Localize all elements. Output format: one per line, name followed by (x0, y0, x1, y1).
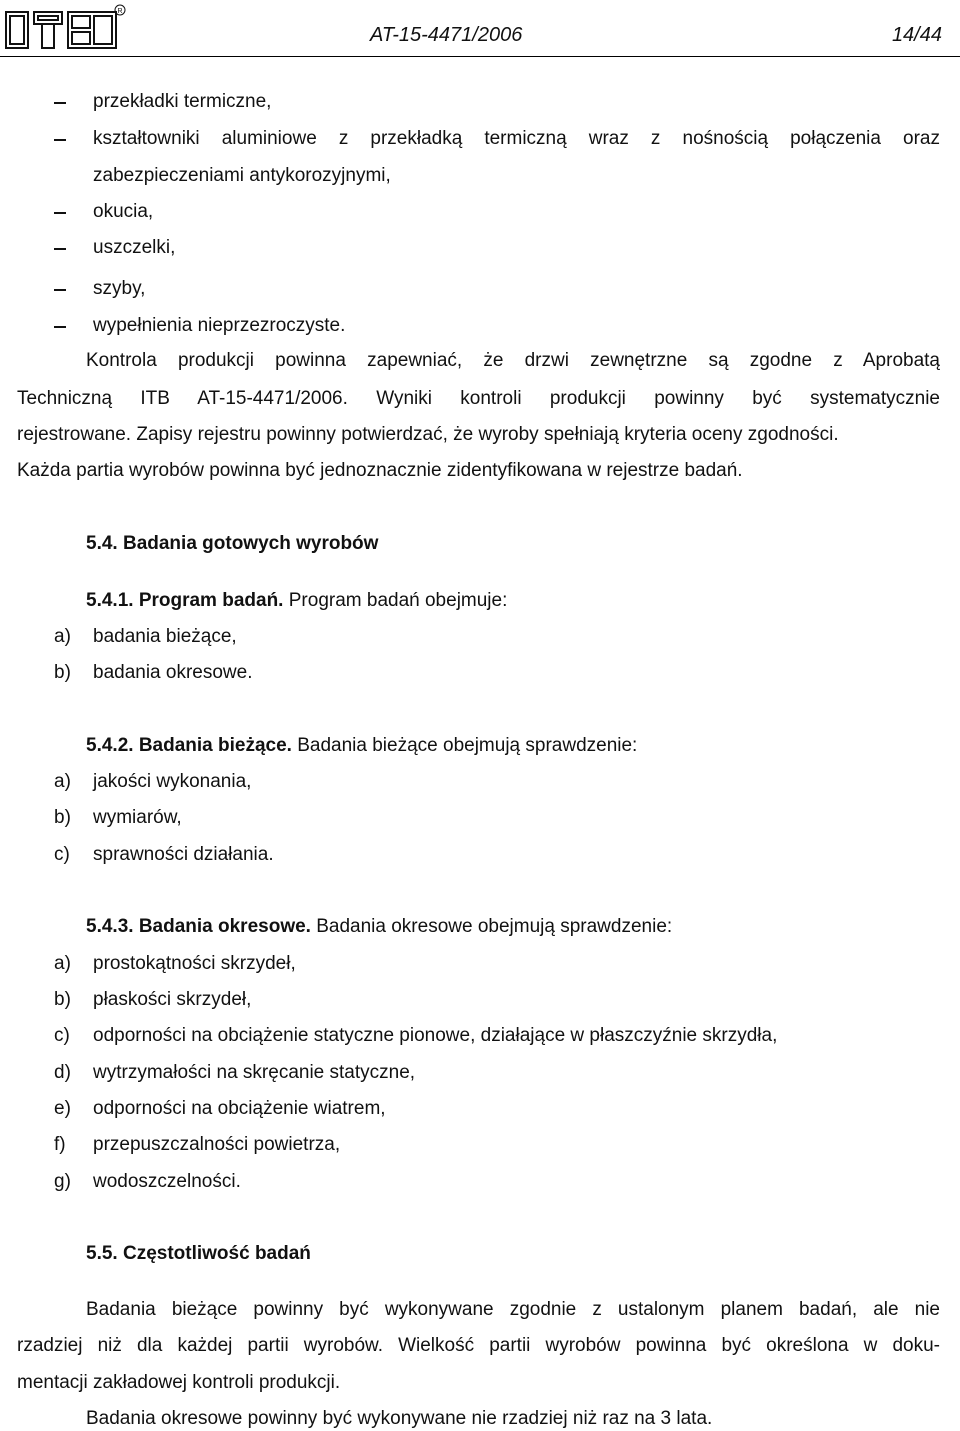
list-item: wodoszczelności. (93, 1171, 241, 1192)
list-marker: a) (54, 626, 71, 647)
subsection-text: Badania bieżące obejmują sprawdzenie: (291, 735, 638, 756)
list-item: jakości wykonania, (93, 771, 252, 792)
list-item: wypełnienia nieprzezroczyste. (93, 315, 346, 336)
dash-bullet (54, 248, 66, 250)
section-heading: 5.4. Badania gotowych wyrobów (86, 533, 379, 554)
list-item: odporności na obciążenie wiatrem, (93, 1098, 386, 1119)
paragraph-line: rejestrowane. Zapisy rejestru powinny potwierdzać, że wyroby spełniają kryteria oceny zgodności. (17, 424, 839, 445)
list-item: płaskości skrzydeł, (93, 989, 252, 1010)
paragraph-line: Techniczną ITB AT-15-4471/2006. Wyniki kontroli produkcji powinny być systematycznie (17, 388, 940, 409)
list-marker: g) (54, 1171, 71, 1192)
subsection-heading: 5.4.1. Program badań. (86, 590, 284, 611)
subsection-5-4-1 (86, 590, 507, 612)
dash-bullet (54, 212, 66, 214)
list-item: badania okresowe. (93, 662, 253, 683)
section-heading: 5.5. Częstotliwość badań (86, 1243, 311, 1264)
dash-bullet (54, 102, 66, 104)
list-marker: e) (54, 1098, 71, 1119)
list-marker: d) (54, 1062, 71, 1083)
list-item: wytrzymałości na skręcanie statyczne, (93, 1062, 416, 1083)
list-item: okucia, (93, 201, 154, 222)
list-marker: b) (54, 807, 71, 828)
paragraph-line: rzadziej niż dla każdej partii wyrobów. Wielkość partii wyrobów powinna być określona w doku- (17, 1335, 940, 1356)
list-item: wymiarów, (93, 807, 182, 828)
paragraph-line: Badania okresowe powinny być wykonywane nie rzadziej niż raz na 3 lata. (86, 1408, 713, 1429)
list-item-continuation: zabezpieczeniami antykorozyjnymi, (93, 165, 391, 186)
list-marker: c) (54, 1025, 70, 1046)
subsection-5-4-2 (86, 735, 637, 757)
subsection-text: Program badań obejmuje: (283, 590, 508, 611)
itb-logo (4, 4, 126, 50)
list-item: uszczelki, (93, 237, 176, 258)
list-marker: b) (54, 989, 71, 1010)
subsection-heading: 5.4.2. Badania bieżące. (86, 735, 292, 756)
paragraph-line: mentacji zakładowej kontroli produkcji. (17, 1372, 341, 1393)
list-item: przekładki termiczne, (93, 91, 272, 112)
dash-bullet (54, 139, 66, 141)
list-item: odporności na obciążenie statyczne pionowe, działające w płaszczyźnie skrzydła, (93, 1025, 778, 1046)
list-marker: c) (54, 844, 70, 865)
list-item: przepuszczalności powietrza, (93, 1134, 341, 1155)
page-number: 14/44 (891, 24, 942, 46)
list-marker: b) (54, 662, 71, 683)
list-item: prostokątności skrzydeł, (93, 953, 296, 974)
paragraph-line: Badania bieżące powinny być wykonywane zgodnie z ustalonym planem badań, ale nie (86, 1299, 940, 1320)
dash-bullet (54, 289, 66, 291)
list-marker: f) (54, 1134, 66, 1155)
list-item: badania bieżące, (93, 626, 237, 647)
document-id: AT-15-4471/2006 (370, 24, 523, 46)
list-marker: a) (54, 771, 71, 792)
svg-text:R: R (117, 8, 123, 15)
list-marker: a) (54, 953, 71, 974)
list-item: kształtowniki aluminiowe z przekładką termiczną wraz z nośnością połączenia oraz (93, 128, 940, 149)
dash-bullet (54, 326, 66, 328)
paragraph-line: Każda partia wyrobów powinna być jednoznacznie zidentyfikowana w rejestrze badań. (17, 460, 743, 481)
subsection-5-4-3 (86, 916, 672, 938)
list-item: szyby, (93, 278, 146, 299)
subsection-heading: 5.4.3. Badania okresowe. (86, 916, 311, 937)
list-item: sprawności działania. (93, 844, 274, 865)
paragraph-line: Kontrola produkcji powinna zapewniać, że drzwi zewnętrzne są zgodne z Aprobatą (86, 350, 940, 371)
header-divider (0, 56, 960, 57)
subsection-text: Badania okresowe obejmują sprawdzenie: (310, 916, 673, 937)
